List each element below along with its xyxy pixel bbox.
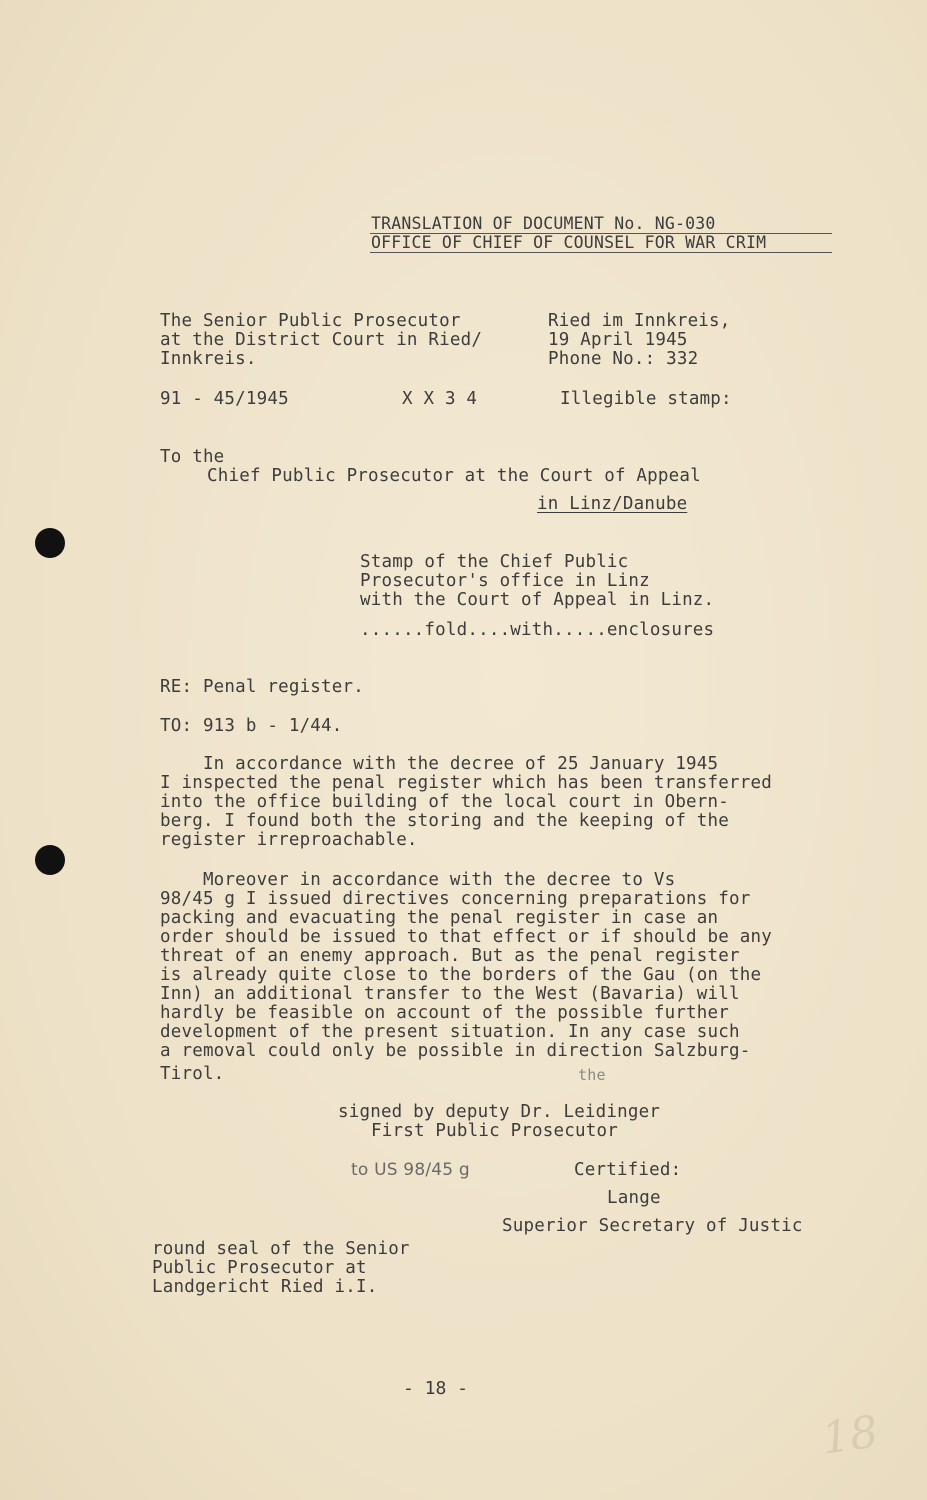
seal-line: Public Prosecutor at: [152, 1258, 367, 1278]
body-line: 98/45 g I issued directives concerning preparations for: [160, 889, 751, 909]
signature-signed: signed by deputy Dr. Leidinger: [338, 1102, 661, 1122]
certification-reference: to US 98/45 g: [351, 1160, 470, 1180]
body-line: hardly be feasible on account of the possible further: [160, 1003, 730, 1023]
body-insertion: the: [578, 1066, 606, 1084]
punch-hole-top: [35, 528, 65, 558]
sender-line: Innkreis.: [160, 349, 257, 369]
body-line: Tirol.: [160, 1064, 225, 1084]
body-line: Inn) an additional transfer to the West (Bavaria) will: [160, 984, 740, 1004]
body-line: register irreproachable.: [160, 830, 418, 850]
seal-line: Landgericht Ried i.I.: [152, 1277, 378, 1297]
phone-line: Phone No.: 332: [548, 349, 699, 369]
subject-re: RE: Penal register.: [160, 677, 364, 697]
header-underline-2: [370, 252, 832, 253]
subject-to-reference: TO: 913 b - 1/44.: [160, 716, 343, 736]
recipient-place: in Linz/Danube: [537, 494, 688, 514]
signature-title: First Public Prosecutor: [371, 1121, 618, 1141]
body-line: In accordance with the decree of 25 January 1945: [160, 754, 719, 774]
place-line: Ried im Innkreis,: [548, 311, 731, 331]
body-line: threat of an enemy approach. But as the penal register: [160, 946, 740, 966]
body-line: berg. I found both the storing and the keeping of the: [160, 811, 730, 831]
recipient-name: Chief Public Prosecutor at the Court of Appeal: [207, 466, 701, 486]
date-line: 19 April 1945: [548, 330, 688, 350]
body-line: packing and evacuating the penal register in case an: [160, 908, 719, 928]
file-number: 91 - 45/1945: [160, 389, 289, 409]
body-line: I inspected the penal register which has been transferred: [160, 773, 772, 793]
stamp-line: Prosecutor's office in Linz: [360, 571, 650, 591]
certification-certified: Certified:: [574, 1160, 682, 1180]
punch-hole-bottom: [35, 845, 65, 875]
body-line: Moreover in accordance with the decree to Vs: [160, 870, 676, 890]
header-office-line: OFFICE OF CHIEF OF COUNSEL FOR WAR CRIM: [371, 233, 767, 252]
header-translation-line: TRANSLATION OF DOCUMENT No. NG-030: [371, 214, 716, 233]
body-line: a removal could only be possible in direction Salzburg-: [160, 1041, 751, 1061]
stamp-line: with the Court of Appeal in Linz.: [360, 590, 715, 610]
reference-marks: X X 3 4: [402, 389, 478, 409]
body-line: is already quite close to the borders of the Gau (on the: [160, 965, 762, 985]
stamp-line: Stamp of the Chief Public: [360, 552, 629, 572]
body-line: into the office building of the local court in Obern-: [160, 792, 730, 812]
sender-line: at the District Court in Ried/: [160, 330, 483, 350]
seal-line: round seal of the Senior: [152, 1239, 410, 1259]
sender-line: The Senior Public Prosecutor: [160, 311, 461, 331]
body-line: development of the present situation. In any case such: [160, 1022, 740, 1042]
page-number: - 18 -: [403, 1378, 469, 1399]
handwritten-page-number: 18: [818, 1406, 882, 1465]
illegible-stamp-note: Illegible stamp:: [560, 389, 732, 409]
enclosures-line: ......fold....with.....enclosures: [360, 620, 715, 640]
recipient-to: To the: [160, 447, 225, 467]
certification-title: Superior Secretary of Justic: [502, 1216, 803, 1236]
certification-name: Lange: [607, 1188, 661, 1208]
body-line: order should be issued to that effect or if should be any: [160, 927, 772, 947]
